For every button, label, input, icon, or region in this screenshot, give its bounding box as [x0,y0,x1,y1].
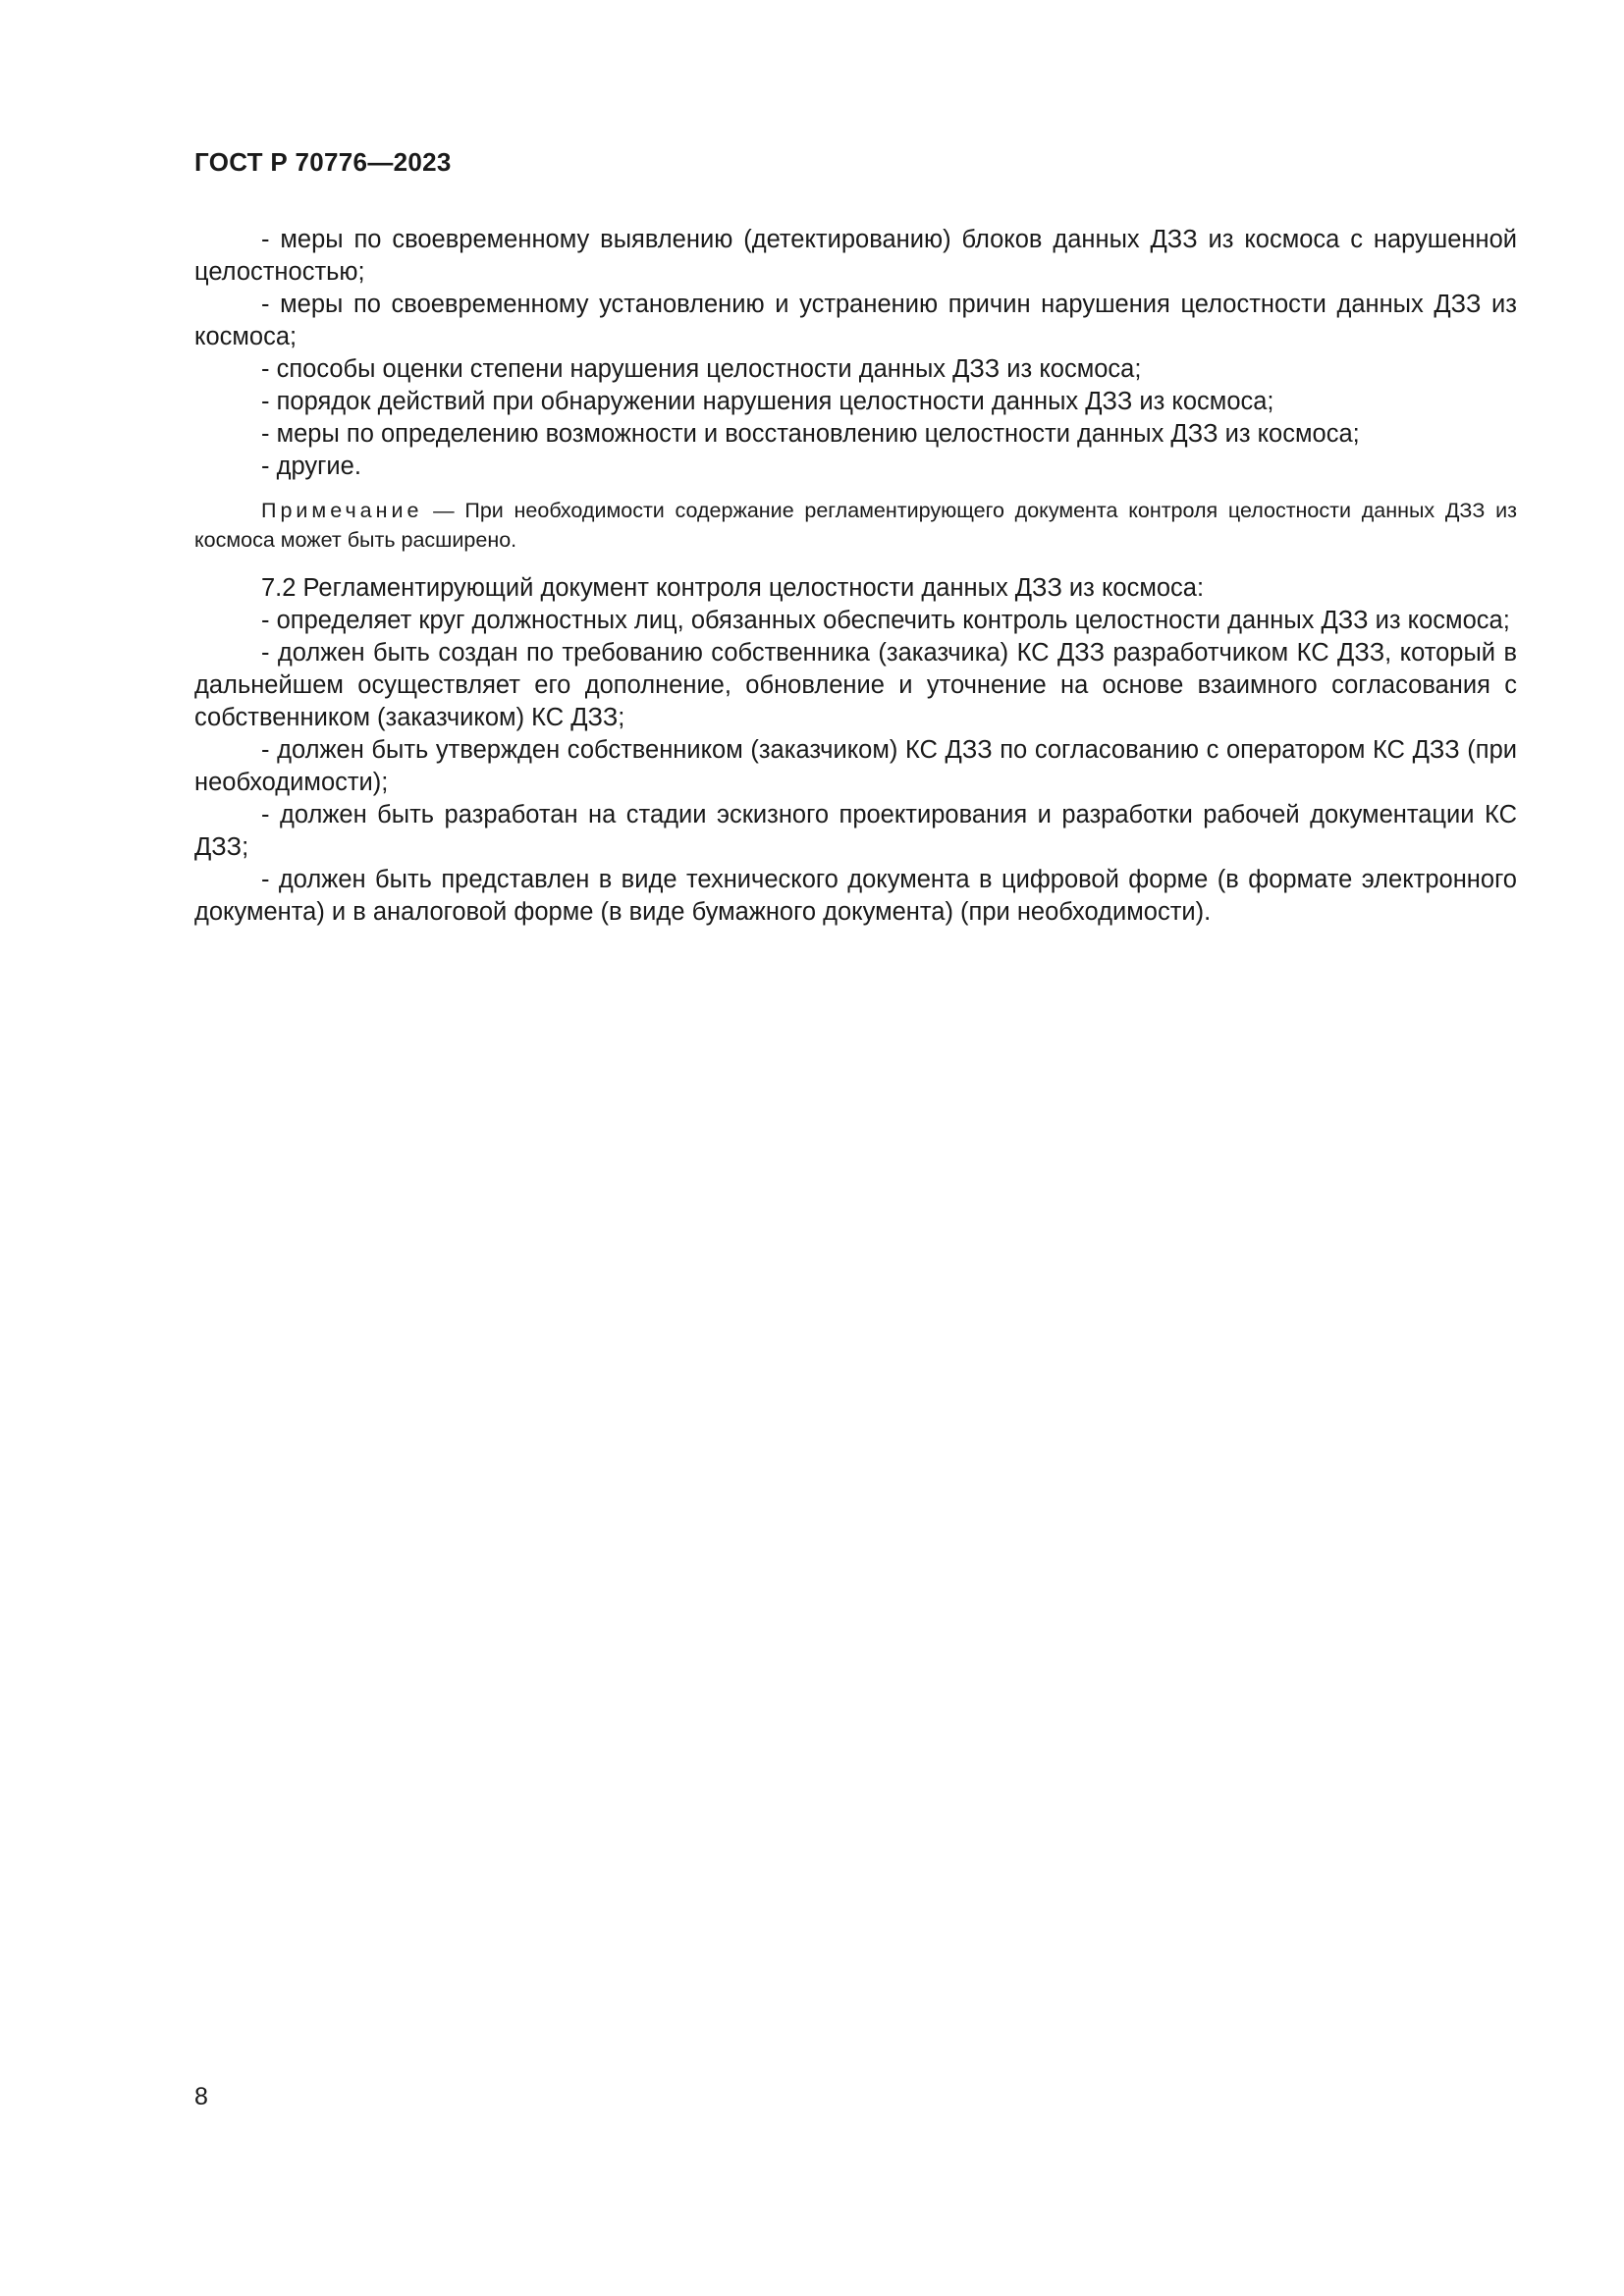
list-item: - способы оценки степени нарушения целостности данных ДЗЗ из космоса; [261,355,1142,383]
standard-header: ГОСТ Р 70776—2023 [194,147,452,177]
list-item: - меры по своевременному установлению и устранению причин нарушения целостности данных ДЗЗ из космоса; [194,291,1517,350]
list-item: - должен быть разработан на стадии эскизного проектирования и разработки рабочей документации КС ДЗЗ; [194,801,1517,861]
list-item: - должен быть утвержден собственником (заказчиком) КС ДЗЗ по согласованию с оператором КС ДЗЗ (при необходимости); [194,736,1517,796]
document-body [194,224,1517,929]
note-label: Примечание [261,499,423,522]
list-item: - меры по определению возможности и восстановлению целостности данных ДЗЗ из космоса; [261,420,1360,448]
list-item: - порядок действий при обнаружении нарушения целостности данных ДЗЗ из космоса; [261,388,1274,415]
note-text: — При необходимости содержание регламентирующего документа контроля целостности данных ДЗЗ из космоса может быть расширено. [194,499,1517,552]
list-item: - меры по своевременному выявлению (детектированию) блоков данных ДЗЗ из космоса с нарушенной целостностью; [194,226,1517,286]
list-item: - должен быть создан по требованию собственника (заказчика) КС ДЗЗ разработчиком КС ДЗЗ, который в дальнейшем осуществляет его дополнение, обновление и уточнение на основе взаимного согласования с собственником (заказчиком) КС ДЗЗ; [194,639,1517,731]
note-paragraph [194,496,1517,555]
list-item: - другие. [261,453,361,480]
page-number: 8 [194,2083,208,2110]
list-item: - определяет круг должностных лиц, обязанных обеспечить контроль целостности данных ДЗЗ из космоса; [261,607,1510,634]
section-heading: 7.2 Регламентирующий документ контроля целостности данных ДЗЗ из космоса: [261,574,1205,602]
list-item: - должен быть представлен в виде технического документа в цифровой форме (в формате электронного документа) и в аналоговой форме (в виде бумажного документа) (при необходимости). [194,866,1517,926]
